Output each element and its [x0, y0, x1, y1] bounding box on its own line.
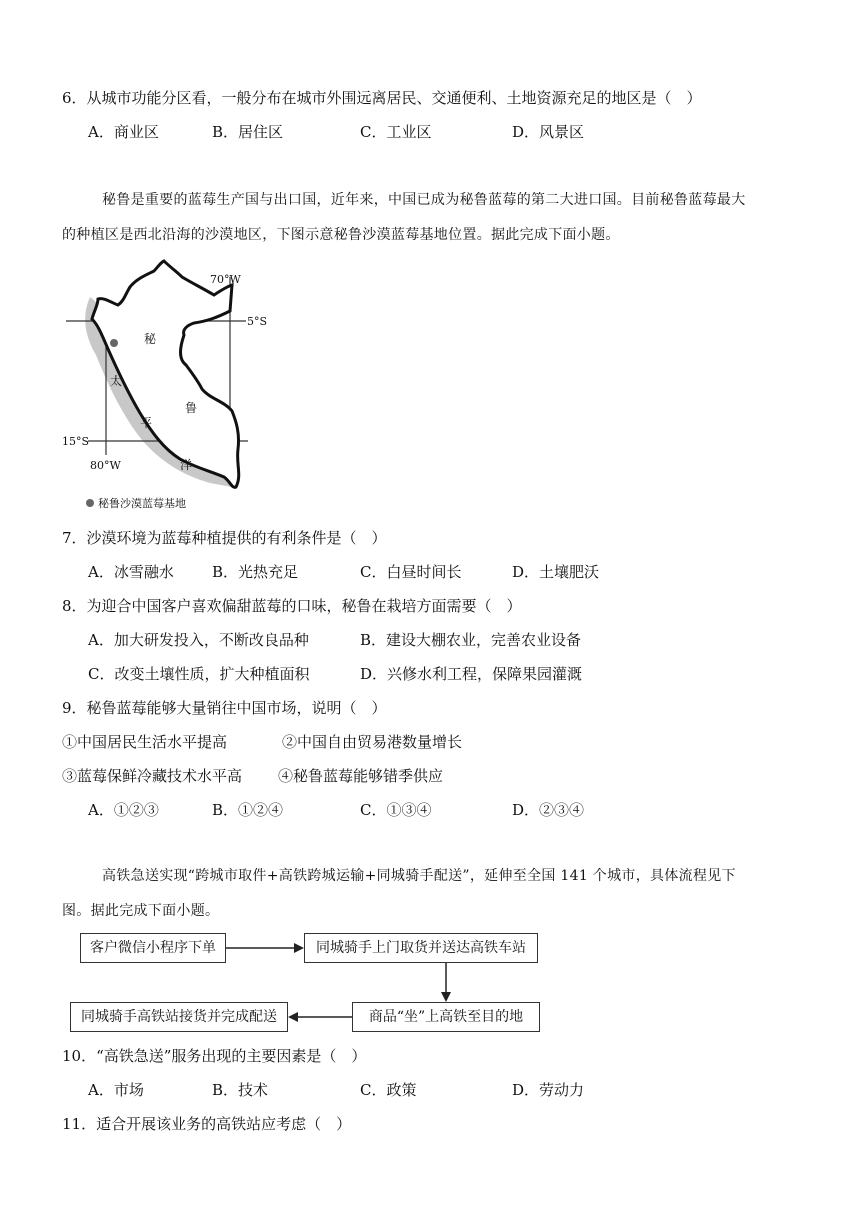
- q10-stem: 10．“高铁急送”服务出现的主要因素是（ ）: [62, 1047, 367, 1065]
- q6-option-b: B．居住区: [212, 123, 284, 141]
- q6-option-c: C．工业区: [360, 123, 432, 141]
- q9-item-1: ①中国居民生活水平提高: [62, 733, 228, 751]
- q10-option-c: C．政策: [360, 1081, 417, 1099]
- q10-option-d: D．劳动力: [512, 1081, 585, 1099]
- flow-step-3: 商品“坐”上高铁至目的地: [352, 1002, 540, 1032]
- flow-step-1: 客户微信小程序下单: [80, 933, 226, 963]
- arrow-3-4-head: [288, 1012, 298, 1022]
- q7-option-b: B．光热充足: [212, 563, 299, 581]
- passage2-line1: 高铁急送实现“跨城市取件+高铁跨城运输+同城骑手配送”，延伸至全国 141 个城市，具体流程见下: [102, 868, 736, 884]
- q9-option-a: A．①②③: [88, 801, 159, 819]
- q10-option-b: B．技术: [212, 1081, 269, 1099]
- country-char-1: 秘: [144, 332, 157, 346]
- arrow-2-3-head: [441, 992, 451, 1002]
- q7-option-a: A．冰雪融水: [88, 563, 174, 581]
- q9-item-2: ②中国自由贸易港数量增长: [282, 733, 463, 751]
- q9-option-d: D．②③④: [512, 801, 585, 819]
- ocean-char-3: 洋: [180, 458, 193, 472]
- q10-option-a: A．市场: [88, 1081, 144, 1099]
- ocean-char-2: 平: [140, 416, 153, 430]
- lon-70-label: 70°W: [210, 273, 241, 286]
- q11-stem: 11．适合开展该业务的高铁站应考虑（ ）: [62, 1115, 352, 1133]
- q7-stem: 7．沙漠环境为蓝莓种植提供的有利条件是（ ）: [62, 529, 387, 547]
- q6-stem: 6．从城市功能分区看，一般分布在城市外围远离居民、交通便利、土地资源充足的地区是（ ）: [62, 89, 702, 107]
- arrow-1-2-head: [294, 943, 304, 953]
- q7-option-d: D．土壤肥沃: [512, 563, 600, 581]
- q8-option-d: D．兴修水利工程，保障果园灌溉: [360, 665, 583, 683]
- passage1-line2: 的种植区是西北沿海的沙漠地区，下图示意秘鲁沙漠蓝莓基地位置。据此完成下面小题。: [62, 227, 620, 243]
- country-char-2: 鲁: [185, 401, 198, 415]
- passage2-line2: 图。据此完成下面小题。: [62, 903, 220, 919]
- q6-option-d: D．风景区: [512, 123, 585, 141]
- lat-15-label: 15°S: [62, 435, 90, 448]
- flow-step-2: 同城骑手上门取货并送达高铁车站: [304, 933, 538, 963]
- q8-stem: 8．为迎合中国客户喜欢偏甜蓝莓的口味，秘鲁在栽培方面需要（ ）: [62, 597, 522, 615]
- legend-label: 秘鲁沙漠蓝莓基地: [98, 497, 186, 510]
- ocean-char-1: 太: [110, 374, 123, 388]
- q7-option-c: C．白昼时间长: [360, 563, 462, 581]
- flow-step-4: 同城骑手高铁站接货并完成配送: [70, 1002, 288, 1032]
- q8-option-c: C．改变土壤性质，扩大种植面积: [88, 665, 310, 683]
- q9-stem: 9．秘鲁蓝莓能够大量销往中国市场，说明（ ）: [62, 699, 387, 717]
- q8-option-b: B．建设大棚农业，完善农业设备: [360, 631, 582, 649]
- q8-option-a: A．加大研发投入，不断改良品种: [88, 631, 309, 649]
- lat-5-label: 5°S: [247, 315, 268, 328]
- q6-option-a: A．商业区: [88, 123, 159, 141]
- q9-option-b: B．①②④: [212, 801, 284, 819]
- lon-80-label: 80°W: [90, 459, 121, 472]
- passage1-line1: 秘鲁是重要的蓝莓生产国与出口国，近年来，中国已成为秘鲁蓝莓的第二大进口国。目前秘鲁蓝莓最大: [102, 192, 746, 208]
- q9-item-3: ③蓝莓保鲜冷藏技术水平高: [62, 767, 243, 785]
- q9-item-4: ④秘鲁蓝莓能够错季供应: [278, 767, 444, 785]
- q9-option-c: C．①③④: [360, 801, 432, 819]
